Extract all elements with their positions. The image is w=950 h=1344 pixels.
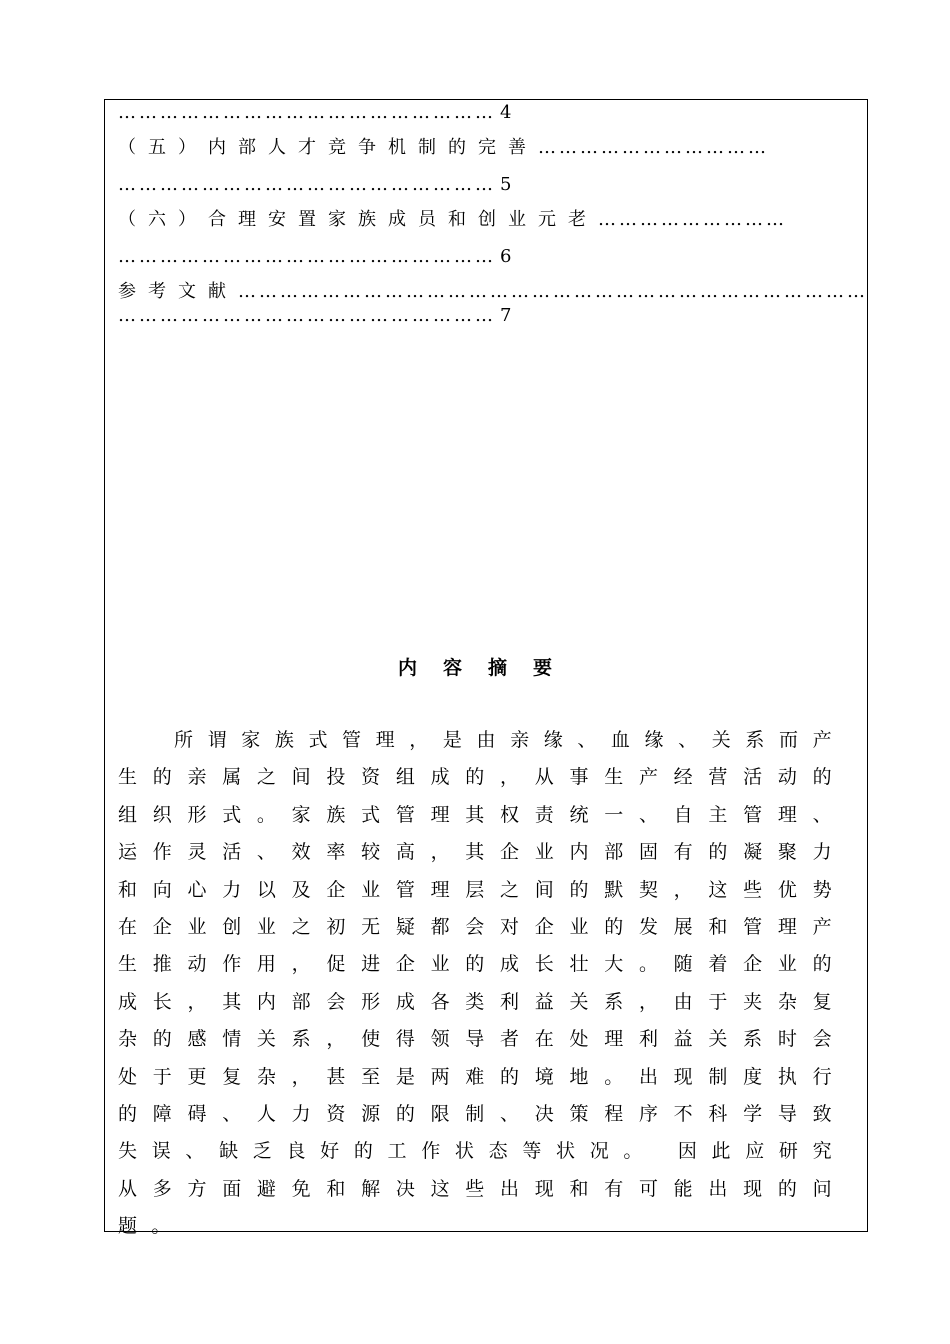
toc-line-continuation-4[interactable] xyxy=(118,102,511,124)
toc-page-number: 4 xyxy=(500,102,512,123)
toc-item-5[interactable] xyxy=(118,137,769,159)
toc-item-references-continuation[interactable] xyxy=(118,305,511,327)
toc-leader-dots: ……………………………………………… xyxy=(118,102,496,123)
toc-leader-dots: ……………………………………………………………………………… xyxy=(238,281,868,302)
toc-page-number: 7 xyxy=(500,305,512,326)
toc-page-number: 6 xyxy=(500,246,512,267)
toc-item-label: 参考文献 xyxy=(118,281,238,302)
toc-item-6-continuation[interactable] xyxy=(118,246,511,268)
toc-item-5-continuation[interactable] xyxy=(118,174,511,196)
toc-page-number: 5 xyxy=(500,174,512,195)
abstract-title: 内容摘要 xyxy=(397,657,578,679)
toc-item-label: （六）合理安置家族成员和创业元老 xyxy=(118,209,598,230)
abstract-body: 所谓家族式管理，是由亲缘、血缘、关系而产生的亲属之间投资组成的，从事生产经营活动的组织形式。家族式管理其权责统一、自主管理、运作灵活、效率较高，其企业内部固有的凝聚力和向心力以及企业管理层之间的默契，这些优势在企业创业之初无疑都会对企业的发展和管理产生推动作用，促进企业的成长壮大。随着企业的成长，其内部会形成各类利益关系，由于夹杂复杂的感情关系，使得领导者在处理利益关系时会处于更复杂，甚至是两难的境地。出现制度执行的障碍、人力资源的限制、决策程序不科学导致失误、缺乏良好的工作状态等状况。 因此应研究从多方面避免和解决这些出现和有可能出现的问题。 xyxy=(118,729,846,1238)
toc-item-label: （五）内部人才竞争机制的完善 xyxy=(118,137,538,158)
toc-leader-dots: ……………………………………………… xyxy=(118,246,496,267)
toc-leader-dots: …………………………… xyxy=(538,137,769,158)
toc-leader-dots: ……………………………………………… xyxy=(118,174,496,195)
toc-item-references[interactable] xyxy=(118,281,868,303)
toc-item-6[interactable] xyxy=(118,209,787,231)
toc-leader-dots: ……………………………………………… xyxy=(118,305,496,326)
toc-leader-dots: ……………………… xyxy=(598,209,787,230)
